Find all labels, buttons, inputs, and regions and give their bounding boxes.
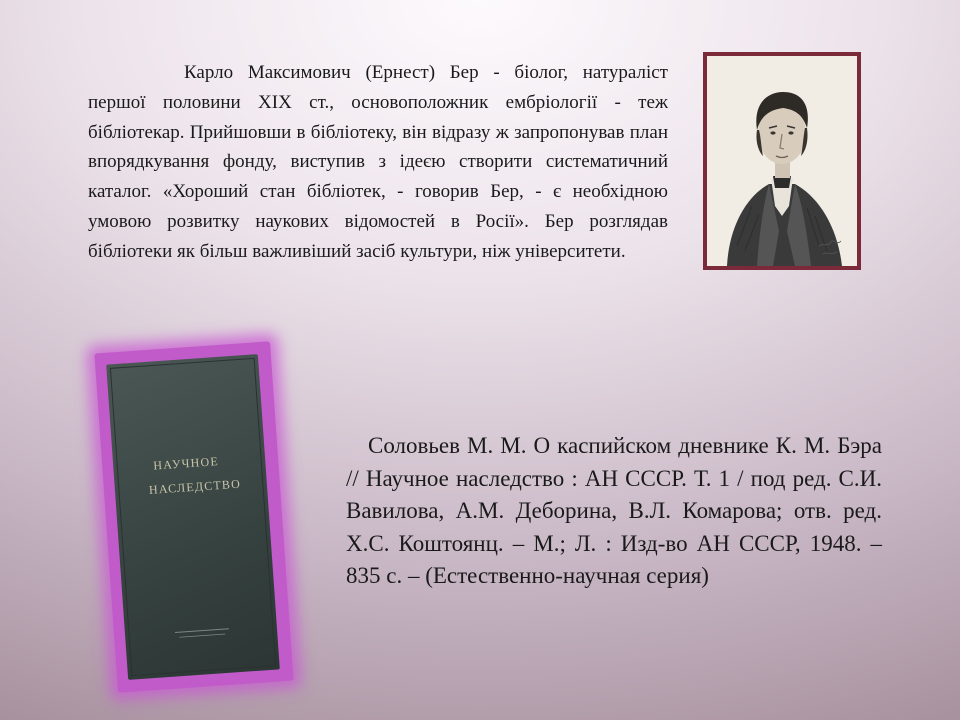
citation-text: Соловьев М. М. О каспийском дневнике К. М. Бэра // Научное наследство : АН СССР. Т. 1 / под ред. С.И. Вавилова, А.М. Деборина, В.Л. Комарова; отв. ред. Х.С. Коштоянц. – М.; Л. : Изд-во АН СССР, 1948. – 835 с. – (Естественно-научная серия) [346,433,882,588]
biography-text: Карло Максимович (Ернест) Бер - біолог, натураліст першої половини XIX ст., основоположник ембріології - теж бібліотекар. Прийшовши в бібліотеку, він відразу ж запропонував план впорядкування фонду, виступив з ідеєю створити систематичний каталог. «Хороший стан бібліотек, - говорив Бер, - є необхідною умовою розвитку наукових відомостей в Росії». Бер розглядав бібліотеки як більш важливіший засіб культури, ніж університети. [88,62,668,262]
portrait-engraving [707,56,857,266]
book-title-line2: НАСЛЕДСТВО [148,476,242,497]
book-title-line1: НАУЧНОЕ [152,454,220,473]
portrait-frame [703,52,861,270]
book-cover [106,354,280,680]
book-cover-graphic [106,354,280,680]
